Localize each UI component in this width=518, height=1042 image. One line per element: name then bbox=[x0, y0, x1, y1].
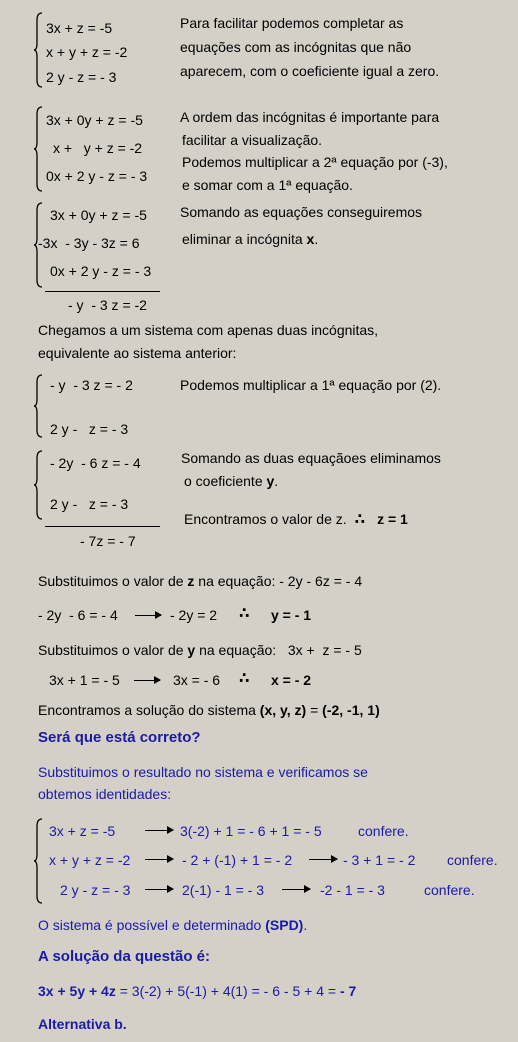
paragraph-text: Substituimos o valor de y na equação: 3x + z = - 5 bbox=[38, 642, 362, 658]
explanation-text: Podemos multiplicar a 1ª equação por (2). bbox=[180, 377, 442, 393]
equation: 3x + 0y + z = -5 bbox=[46, 112, 143, 128]
arrow-icon bbox=[145, 859, 173, 860]
equation: 3x + z = -5 bbox=[46, 20, 113, 36]
explanation-text: equações com as incógnitas que não bbox=[180, 39, 412, 55]
equation: -3x - 3y - 3z = 6 bbox=[38, 235, 140, 251]
equation: 2 y - z = - 3 bbox=[50, 421, 129, 437]
arrow-icon bbox=[134, 680, 160, 681]
check-calculation: 3(-2) + 1 = - 6 + 1 = - 5 bbox=[180, 823, 322, 839]
sum-result: - 7z = - 7 bbox=[80, 533, 136, 549]
explanation-text: facilitar a visualização. bbox=[182, 132, 323, 148]
equation: x + y + z = -2 bbox=[46, 44, 128, 60]
explanation-text: o coeficiente y. bbox=[184, 473, 279, 489]
spd-statement: O sistema é possível e determinado (SPD). bbox=[38, 917, 308, 933]
question-heading: Será que está correto? bbox=[38, 729, 201, 746]
equation: 3x + 1 = - 5 bbox=[49, 672, 120, 688]
check-calculation: 2(-1) - 1 = - 3 bbox=[182, 882, 265, 898]
check-calculation: - 2 + (-1) + 1 = - 2 bbox=[182, 852, 293, 868]
confere-label: confere. bbox=[358, 823, 409, 839]
arrow-icon bbox=[135, 615, 161, 616]
paragraph-text: obtemos identidades: bbox=[38, 786, 172, 802]
explanation-text: aparecem, com o coeficiente igual a zero. bbox=[180, 63, 440, 79]
confere-label: confere. bbox=[447, 852, 498, 868]
sum-line bbox=[45, 526, 160, 527]
explanation-text: e somar com a 1ª equação. bbox=[182, 177, 353, 193]
arrow-icon bbox=[282, 889, 310, 890]
equation: 3x + 0y + z = -5 bbox=[50, 207, 147, 223]
equation: 0x + 2 y - z = - 3 bbox=[46, 168, 148, 184]
explanation-text: Podemos multiplicar a 2ª equação por (-3), bbox=[182, 154, 448, 170]
equation: 2 y - z = - 3 bbox=[50, 496, 129, 512]
explanation-text: A ordem das incógnitas é importante para bbox=[180, 109, 440, 125]
explanation-text: Somando as equações conseguiremos bbox=[180, 204, 423, 220]
paragraph-text: Substituimos o valor de z na equação: - 2y - 6z = - 4 bbox=[38, 573, 363, 589]
equation: 2 y - z = - 3 bbox=[46, 69, 117, 85]
check-calculation: - 3 + 1 = - 2 bbox=[343, 852, 416, 868]
therefore-symbol: ∴ bbox=[239, 670, 250, 687]
paragraph-text: Chegamos a um sistema com apenas duas incógnitas, bbox=[38, 322, 379, 338]
check-equation: 3x + z = -5 bbox=[49, 823, 116, 839]
arrow-icon bbox=[145, 830, 173, 831]
equation: - 2y = 2 bbox=[170, 607, 218, 623]
answer-expression: 3x + 5y + 4z = 3(-2) + 5(-1) + 4(1) = - 6 - 5 + 4 = - 7 bbox=[38, 983, 357, 999]
system-brace bbox=[33, 450, 43, 520]
system-brace bbox=[33, 374, 43, 438]
explanation-text: Para facilitar podemos completar as bbox=[180, 15, 404, 31]
answer-heading: A solução da questão é: bbox=[38, 948, 210, 965]
equation: x + y + z = -2 bbox=[53, 140, 143, 156]
explanation-text: Encontramos o valor de z. ∴ z = 1 bbox=[184, 511, 408, 528]
paragraph-text: equivalente ao sistema anterior: bbox=[38, 345, 237, 361]
check-calculation: -2 - 1 = - 3 bbox=[320, 882, 385, 898]
arrow-icon bbox=[309, 859, 337, 860]
therefore-symbol: ∴ bbox=[354, 511, 366, 528]
explanation-text: Somando as duas equaçãoes eliminamos bbox=[181, 450, 441, 466]
check-equation: x + y + z = -2 bbox=[49, 852, 131, 868]
system-brace bbox=[33, 818, 43, 904]
system-brace bbox=[33, 12, 43, 88]
therefore-symbol: ∴ bbox=[239, 605, 250, 622]
equation: 0x + 2 y - z = - 3 bbox=[50, 263, 152, 279]
sum-result: - y - 3 z = -2 bbox=[68, 297, 147, 313]
sum-line bbox=[45, 291, 160, 292]
alternative-answer: Alternativa b. bbox=[38, 1016, 127, 1032]
arrow-icon bbox=[145, 889, 173, 890]
system-brace bbox=[33, 106, 43, 192]
equation: - 2y - 6 = - 4 bbox=[38, 607, 118, 623]
result-value: x = - 2 bbox=[271, 672, 312, 688]
equation: 3x = - 6 bbox=[173, 672, 221, 688]
result-value: y = - 1 bbox=[271, 607, 312, 623]
confere-label: confere. bbox=[424, 882, 475, 898]
equation: - y - 3 z = - 2 bbox=[50, 377, 133, 393]
paragraph-text: Substituimos o resultado no sistema e verificamos se bbox=[38, 764, 368, 780]
solution-line: Encontramos a solução do sistema (x, y, z) = (-2, -1, 1) bbox=[38, 702, 380, 718]
check-equation: 2 y - z = - 3 bbox=[60, 882, 131, 898]
explanation-text: eliminar a incógnita x. bbox=[182, 231, 319, 247]
equation: - 2y - 6 z = - 4 bbox=[50, 455, 141, 471]
